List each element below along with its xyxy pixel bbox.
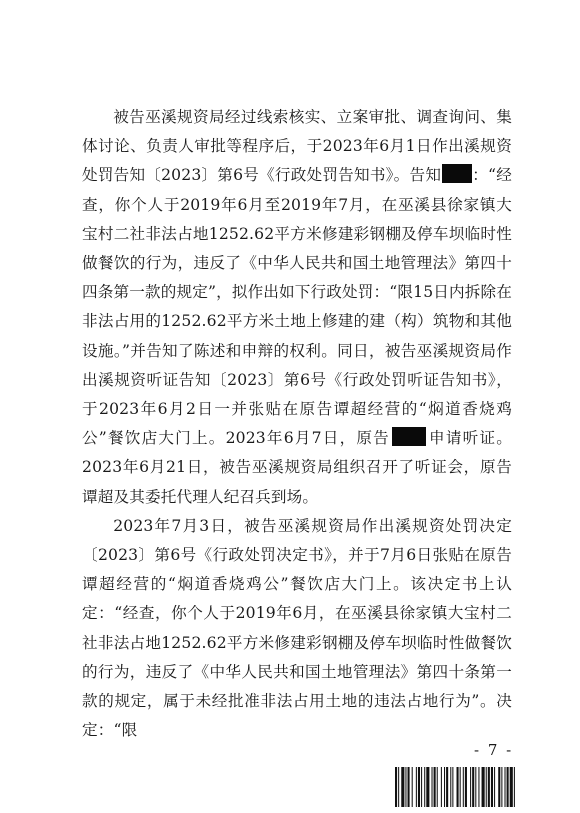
barcode-bar xyxy=(457,767,459,807)
barcode-bar xyxy=(507,767,509,807)
barcode-bar xyxy=(501,767,502,807)
paragraph-1-part-3: 申请听证。2023年6月21日，被告巫溪规资局组织召开了听证会，原告谭超及其委托代理人纪召兵到场。 xyxy=(82,429,512,506)
barcode-bar xyxy=(475,767,476,807)
barcode-bar xyxy=(478,767,479,807)
barcode-bar xyxy=(444,767,445,807)
paragraph-1 xyxy=(82,103,512,512)
barcode-bar xyxy=(460,767,461,807)
document-body xyxy=(82,103,512,745)
barcode-bar xyxy=(482,767,485,807)
paragraph-1-part-1: 被告巫溪规资局经过线索核实、立案审批、调查询问、集体讨论、负责人审批等程序后，于2023年6月1日作出溪规资处罚告知〔2023〕第6号《行政处罚告知书》。告知 xyxy=(82,108,512,185)
barcode-bar xyxy=(434,767,436,807)
barcode-bar xyxy=(470,767,471,807)
barcode-bar xyxy=(441,767,442,807)
redaction-block xyxy=(392,427,426,446)
barcode-bar xyxy=(401,767,404,807)
barcode-bar xyxy=(463,767,464,807)
barcode-bar xyxy=(486,767,487,807)
redaction-block xyxy=(442,164,472,183)
barcode-bar xyxy=(408,767,410,807)
barcode-bar xyxy=(424,767,425,807)
barcode-bar xyxy=(494,767,495,807)
barcode-bar xyxy=(412,767,413,807)
barcode-bar xyxy=(504,767,505,807)
barcode-bar xyxy=(426,767,429,807)
barcode-bar xyxy=(514,767,515,807)
barcode-bar xyxy=(491,767,493,807)
barcode-bar xyxy=(510,767,513,807)
barcode-bar xyxy=(498,767,500,807)
barcode-bar xyxy=(437,767,438,807)
barcode-bar xyxy=(421,767,422,807)
barcode-bar xyxy=(450,767,451,807)
paragraph-2: 2023年7月3日，被告巫溪规资局作出溪规资处罚决定〔2023〕第6号《行政处罚决定书》，并于7月6日张贴在原告谭超经营的“焖道香烧鸡公”餐饮店大门上。该决定书上认定：“经查，你个人于2019年6月，在巫溪县徐家镇大宝村二社非法占地1252.62平方米修建彩钢棚及停车坝临时性做餐饮的行为，违反了《中华人民共和国土地管理法》第四十条第一款的规定，属于未经批准非法占用土地的违法占地行为”。决定：“限 xyxy=(82,516,512,740)
barcode-bar xyxy=(398,767,399,807)
barcode-bar xyxy=(465,767,467,807)
barcode-bar xyxy=(488,767,490,807)
paragraph-1-part-2: ：“经查，你个人于2019年6月至2019年7月，在巫溪县徐家镇大宝村二社非法占地1252.62平方米修建彩钢棚及停车坝临时性做餐饮的行为，违反了《中华人民共和国土地管理法》第四十四条第一款的规定”，拟作出如下行政处罚：“限15日内拆除在非法占用的1252.62平方米土地上修建的建（构）筑物和其他设施。”并告知了陈述和申辩的权利。同日，被告巫溪规资局作出溪规资听证告知〔2023〕第6号《行政处罚听证告知书》，于2023年6月2日一并张贴在原告谭超经营的“焖道香烧鸡公”餐饮店大门上。2023年6月7日，原告 xyxy=(82,166,512,448)
barcode-bar xyxy=(452,767,453,807)
barcode-bar xyxy=(395,767,397,807)
page-number: - 7 - xyxy=(474,741,514,759)
barcode-bar xyxy=(405,767,406,807)
barcode-bar xyxy=(432,767,433,807)
barcode-image xyxy=(395,767,517,807)
barcode-bar xyxy=(446,767,448,807)
barcode-bar xyxy=(418,767,420,807)
barcode-bar xyxy=(472,767,474,807)
barcode-bar xyxy=(416,767,417,807)
